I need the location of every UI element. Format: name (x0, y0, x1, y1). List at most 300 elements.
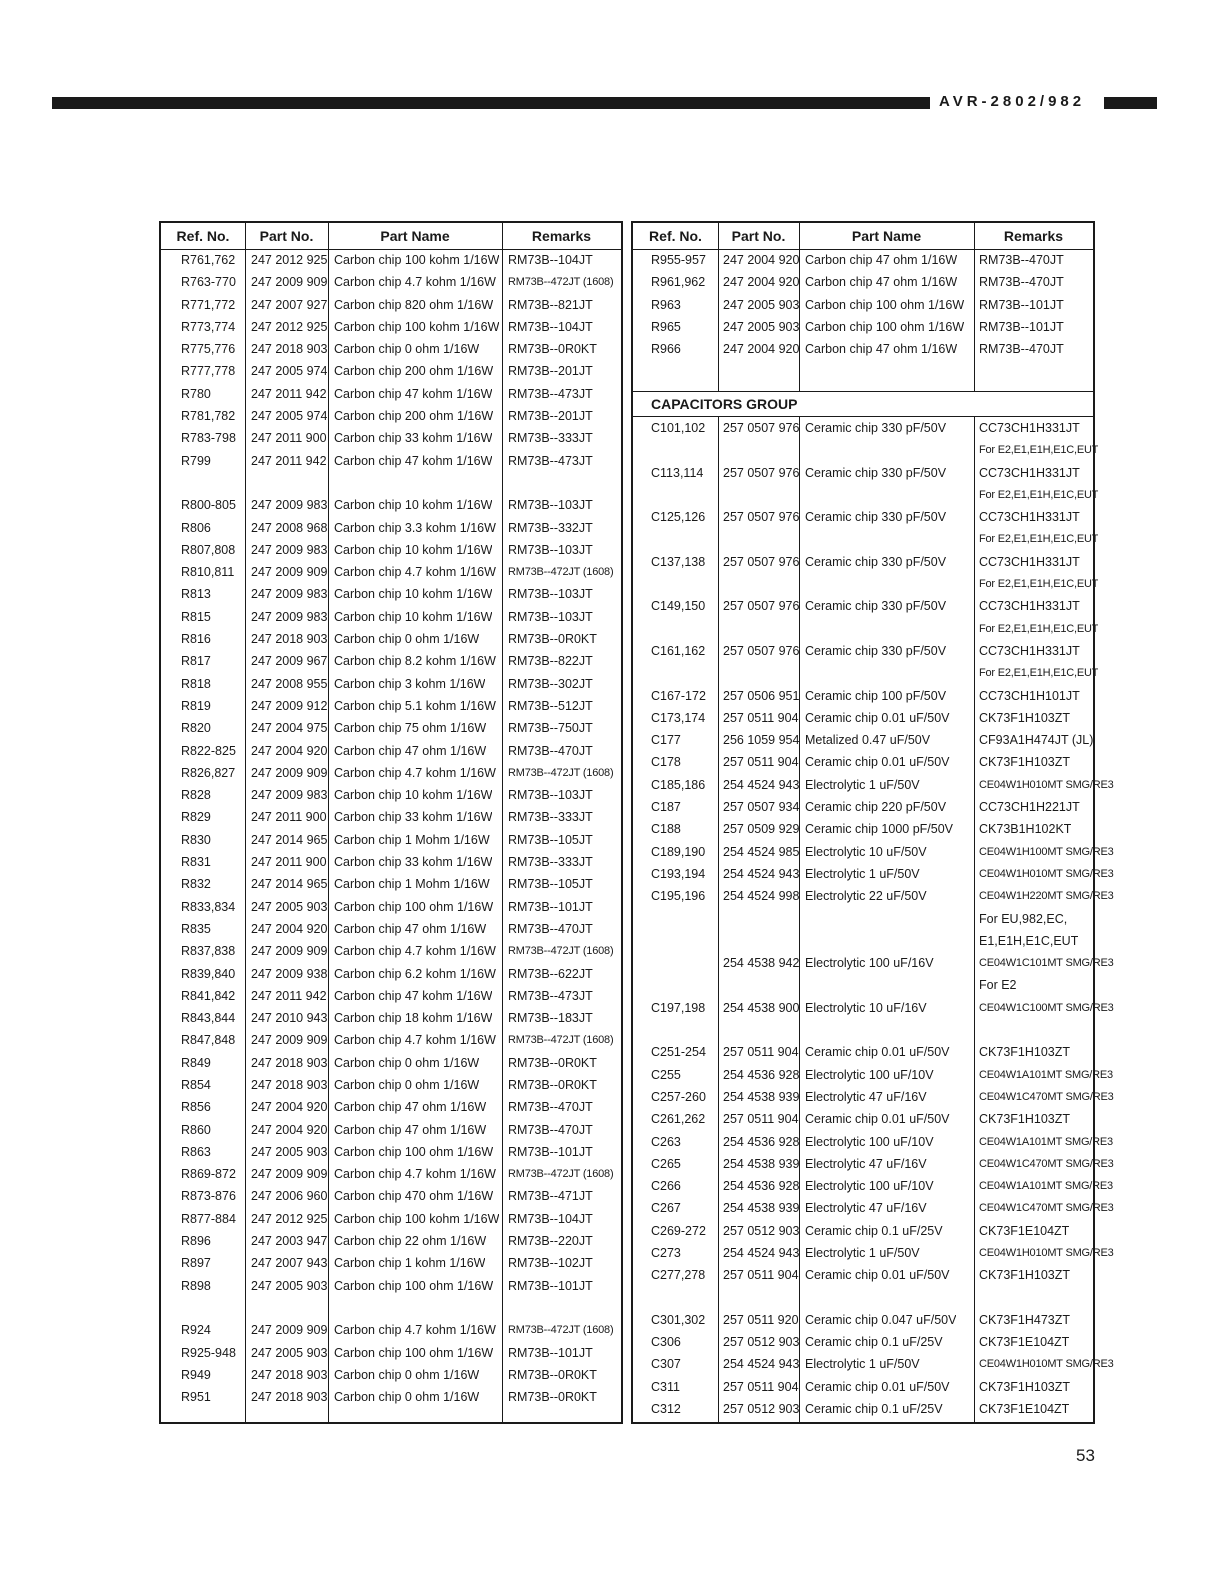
part-no-cell: 247 2005 903 (251, 1345, 328, 1360)
table-row (161, 517, 621, 539)
table-row (633, 818, 1093, 840)
ref-no-cell: R839,840 (181, 966, 236, 981)
remarks-cell: RM73B--473JT (508, 988, 593, 1003)
ref-no-cell: C161,162 (651, 643, 706, 658)
table-row (161, 1141, 621, 1163)
remarks-cell: CE04W1A101MT SMG/RE3 (979, 1180, 1113, 1193)
remarks-cell: RM73B--470JT (979, 253, 1064, 267)
remarks-cell: RM73B--0R0KT (508, 1077, 597, 1092)
part-name-cell: Carbon chip 820 ohm 1/16W (334, 297, 494, 312)
part-name-cell: Carbon chip 10 kohm 1/16W (334, 498, 493, 513)
remarks-cell: CK73F1H473ZT (979, 1312, 1071, 1327)
table-row (161, 338, 621, 360)
ref-no-cell: R955-957 (651, 253, 706, 267)
ref-no-cell: R833,834 (181, 899, 236, 914)
ref-no-cell: C301,302 (651, 1312, 706, 1327)
ref-no-cell: R783-798 (181, 431, 236, 446)
part-no-cell: 247 2018 903 (251, 632, 328, 647)
table-row (161, 1185, 621, 1207)
table-row (633, 1287, 1093, 1309)
table-row (633, 1220, 1093, 1242)
ref-no-cell: R773,774 (181, 319, 236, 334)
table-row (161, 940, 621, 962)
part-name-cell: Carbon chip 4.7 kohm 1/16W (334, 944, 496, 959)
table-row (633, 796, 1093, 818)
table-row (161, 316, 621, 338)
part-no-cell: 247 2008 968 (251, 520, 328, 535)
part-name-cell: Carbon chip 18 kohm 1/16W (334, 1011, 493, 1026)
table-row (161, 985, 621, 1007)
ref-no-cell: C311 (651, 1379, 680, 1394)
ref-no-cell: R854 (181, 1077, 211, 1092)
remarks-cell: RM73B--471JT (508, 1189, 593, 1204)
part-no-cell: 247 2014 965 (251, 832, 328, 847)
part-no-cell: 257 0507 976 (723, 421, 800, 435)
table-row (161, 806, 621, 828)
remarks-cell: CE04W1H100MT SMG/RE3 (979, 845, 1114, 858)
remarks-cell: CE04W1H010MT SMG/RE3 (979, 1246, 1114, 1259)
part-no-cell: 247 2012 925 (251, 319, 328, 334)
part-no-cell: 247 2009 983 (251, 498, 328, 513)
ref-no-cell: R799 (181, 453, 211, 468)
part-name-cell: Carbon chip 470 ohm 1/16W (334, 1189, 494, 1204)
table-row (161, 1052, 621, 1074)
table-row (161, 673, 621, 695)
part-name-cell: Carbon chip 100 ohm 1/16W (334, 899, 494, 914)
ref-no-cell: C173,174 (651, 710, 706, 725)
ref-no-cell: C251-254 (651, 1045, 706, 1060)
table-row (161, 1208, 621, 1230)
part-name-cell: Carbon chip 4.7 kohm 1/16W (334, 565, 496, 580)
remarks-cell: CK73F1H103ZT (979, 1379, 1071, 1394)
group-label: CAPACITORS GROUP (651, 396, 798, 412)
remarks-cell: RM73B--101JT (508, 1345, 593, 1360)
header-remarks: Remarks (531, 228, 592, 244)
part-name-cell: Ceramic chip 0.01 uF/50V (805, 1112, 950, 1127)
part-name-cell: Carbon chip 5.1 kohm 1/16W (334, 698, 496, 713)
part-name-cell: Carbon chip 0 ohm 1/16W (334, 1077, 480, 1092)
remarks-cell: CE04W1A101MT SMG/RE3 (979, 1135, 1113, 1148)
table-row (161, 762, 621, 784)
part-no-cell: 247 2011 900 (251, 431, 327, 446)
part-no-cell: 254 4538 900 (723, 1000, 800, 1015)
remarks-cell: RM73B--101JT (979, 319, 1064, 334)
table-row (161, 494, 621, 516)
part-no-cell: 247 2009 909 (251, 1167, 328, 1182)
table-row (161, 1386, 621, 1408)
part-no-cell: 247 2018 903 (251, 1077, 328, 1092)
table-row (633, 1041, 1093, 1063)
table-row (161, 1007, 621, 1029)
ref-no-cell: R897 (181, 1256, 211, 1271)
remarks-cell: RM73B--332JT (508, 520, 593, 535)
ref-no-cell: R832 (181, 877, 211, 892)
part-name-cell: Carbon chip 22 ohm 1/16W (334, 1234, 487, 1249)
part-name-cell: Carbon chip 47 ohm 1/16W (805, 253, 958, 267)
ref-no-cell: R835 (181, 921, 211, 936)
remarks-cell: RM73B--472JT (1608) (508, 1034, 614, 1047)
remarks-cell: For E2,E1,E1H,E1C,EUT (979, 578, 1099, 591)
table-row (161, 1252, 621, 1274)
part-no-cell: 247 2010 943 (251, 1011, 328, 1026)
table-row (633, 908, 1093, 930)
part-no-cell: 257 0509 929 (723, 822, 800, 837)
table-row (633, 462, 1093, 484)
part-no-cell: 247 2005 974 (251, 409, 328, 424)
part-no-cell: 247 2005 903 (251, 1144, 328, 1159)
part-name-cell: Electrolytic 47 uF/16V (805, 1156, 927, 1171)
ref-no-cell: R826,827 (181, 765, 236, 780)
remarks-cell: CK73F1E104ZT (979, 1223, 1070, 1238)
ref-no-cell: C261,262 (651, 1112, 706, 1127)
remarks-cell: RM73B--103JT (508, 609, 593, 624)
part-name-cell: Electrolytic 47 uF/16V (805, 1089, 927, 1104)
part-no-cell: 247 2009 909 (251, 944, 328, 959)
part-no-cell: 247 2004 975 (251, 721, 328, 736)
table-row (633, 1197, 1114, 1219)
part-no-cell: 254 4538 939 (723, 1156, 800, 1171)
right-rows-capacitors (633, 417, 1114, 1420)
ref-no-cell: C312 (651, 1402, 681, 1417)
remarks-cell: RM73B--472JT (1608) (508, 1324, 614, 1337)
part-no-cell: 247 2004 920 (723, 275, 800, 290)
remarks-cell: RM73B--473JT (508, 386, 593, 401)
ref-no-cell: C307 (651, 1357, 681, 1372)
table-row (161, 873, 621, 895)
part-no-cell: 247 2004 920 (723, 342, 800, 357)
part-name-cell: Carbon chip 200 ohm 1/16W (334, 364, 494, 379)
part-name-cell: Carbon chip 10 kohm 1/16W (334, 587, 493, 602)
table-row (161, 539, 621, 561)
ref-no-cell: R761,762 (181, 253, 236, 267)
ref-no-cell: R966 (651, 342, 681, 357)
remarks-cell: CE04W1C101MT SMG/RE3 (979, 957, 1114, 970)
part-no-cell: 247 2009 909 (251, 1323, 328, 1338)
remarks-cell: RM73B--101JT (508, 1144, 593, 1159)
part-name-cell: Ceramic chip 0.1 uF/25V (805, 1335, 943, 1350)
table-row (161, 963, 621, 985)
part-name-cell: Carbon chip 4.7 kohm 1/16W (334, 1033, 496, 1048)
part-no-cell: 247 2009 909 (251, 565, 328, 580)
part-no-cell: 254 4524 985 (723, 844, 800, 859)
part-name-cell: Carbon chip 47 kohm 1/16W (334, 453, 493, 468)
part-name-cell: Carbon chip 0 ohm 1/16W (334, 1390, 480, 1405)
remarks-cell: CK73F1H103ZT (979, 755, 1071, 770)
ref-no-cell: C101,102 (651, 421, 706, 435)
part-name-cell: Carbon chip 10 kohm 1/16W (334, 542, 493, 557)
part-name-cell: Carbon chip 1 Mohm 1/16W (334, 877, 490, 892)
ref-no-cell: C125,126 (651, 510, 706, 525)
part-no-cell: 247 2004 920 (251, 1100, 328, 1115)
part-no-cell: 257 0506 951 (723, 688, 800, 703)
ref-no-cell: R819 (181, 698, 211, 713)
part-no-cell: 257 0511 904 (723, 1045, 799, 1060)
part-name-cell: Electrolytic 22 uF/50V (805, 889, 927, 904)
remarks-cell: RM73B--103JT (508, 788, 593, 803)
header-rule-left (52, 97, 930, 109)
remarks-cell: RM73B--822JT (508, 654, 593, 669)
part-name-cell: Ceramic chip 0.01 uF/50V (805, 1045, 950, 1060)
ref-no-cell: R763-770 (181, 275, 236, 290)
part-no-cell: 257 0512 903 (723, 1223, 800, 1238)
table-row (161, 1119, 621, 1141)
remarks-cell: CK73F1E104ZT (979, 1402, 1070, 1417)
remarks-cell: RM73B--472JT (1608) (508, 945, 614, 958)
table-row (161, 472, 621, 494)
part-name-cell: Ceramic chip 0.01 uF/50V (805, 710, 950, 725)
part-no-cell: 247 2011 942 (251, 386, 327, 401)
part-no-cell: 247 2009 909 (251, 765, 328, 780)
parts-table-left (159, 221, 623, 1424)
remarks-cell: CC73CH1H331JT (979, 643, 1080, 658)
ref-no-cell: R873-876 (181, 1189, 236, 1204)
ref-no-cell: R829 (181, 810, 211, 825)
part-no-cell: 247 2018 903 (251, 1367, 328, 1382)
part-no-cell: 254 4538 939 (723, 1201, 800, 1216)
remarks-cell: RM73B--821JT (508, 297, 593, 312)
part-no-cell: 257 0507 976 (723, 554, 800, 569)
table-row (633, 271, 1093, 293)
part-name-cell: Ceramic chip 100 pF/50V (805, 688, 947, 703)
remarks-cell: CK73F1H103ZT (979, 1112, 1071, 1127)
ref-no-cell: C263 (651, 1134, 681, 1149)
remarks-cell: RM73B--470JT (979, 342, 1064, 357)
part-no-cell: 257 0512 903 (723, 1335, 800, 1350)
part-name-cell: Ceramic chip 0.1 uF/25V (805, 1402, 943, 1417)
ref-no-cell: C273 (651, 1245, 681, 1260)
ref-no-cell: C149,150 (651, 599, 706, 614)
remarks-cell: RM73B--183JT (508, 1011, 593, 1026)
ref-no-cell: C187 (651, 800, 681, 815)
table-row (633, 751, 1093, 773)
ref-no-cell: R924 (181, 1323, 211, 1338)
part-name-cell: Carbon chip 100 ohm 1/16W (805, 297, 965, 312)
remarks-cell: RM73B--472JT (1608) (508, 766, 614, 779)
remarks-cell: CC73CH1H221JT (979, 800, 1080, 815)
remarks-cell: CE04W1C470MT SMG/RE3 (979, 1202, 1114, 1215)
table-row (633, 1353, 1114, 1375)
part-no-cell: 247 2009 909 (251, 1033, 328, 1048)
ref-no-cell: R949 (181, 1367, 211, 1382)
remarks-cell: CC73CH1H331JT (979, 599, 1080, 614)
remarks-cell: RM73B--104JT (508, 253, 593, 267)
table-row (633, 729, 1093, 751)
part-no-cell: 247 2012 925 (251, 1211, 328, 1226)
table-row (633, 595, 1093, 617)
part-name-cell: Ceramic chip 0.01 uF/50V (805, 755, 950, 770)
ref-no-cell: R777,778 (181, 364, 236, 379)
ref-no-cell: R837,838 (181, 944, 236, 959)
ref-no-cell: C197,198 (651, 1000, 706, 1015)
ref-no-cell: C306 (651, 1335, 681, 1350)
ref-no-cell: R800-805 (181, 498, 236, 513)
part-name-cell: Carbon chip 100 ohm 1/16W (805, 319, 965, 334)
header-ref-no: Ref. No. (649, 228, 702, 244)
part-no-cell: 247 2004 920 (251, 1122, 328, 1137)
remarks-cell: For E2,E1,E1H,E1C,EUT (979, 667, 1099, 680)
part-name-cell: Carbon chip 47 ohm 1/16W (805, 275, 958, 290)
table-row (633, 1108, 1093, 1130)
ref-no-cell: C269-272 (651, 1223, 706, 1238)
part-name-cell: Carbon chip 4.7 kohm 1/16W (334, 765, 496, 780)
table-row (633, 885, 1114, 907)
remarks-cell: RM73B--470JT (508, 743, 593, 758)
ref-no-cell: R806 (181, 520, 211, 535)
table-row (633, 417, 1093, 439)
table-row (633, 484, 1099, 506)
part-name-cell: Electrolytic 1 uF/50V (805, 1245, 920, 1260)
part-no-cell: 256 1059 954 (723, 733, 800, 748)
remarks-cell: CK73F1H103ZT (979, 710, 1071, 725)
part-name-cell: Ceramic chip 330 pF/50V (805, 465, 947, 480)
remarks-cell: RM73B--333JT (508, 810, 593, 825)
part-no-cell: 247 2009 912 (251, 698, 328, 713)
part-no-cell: 247 2018 903 (251, 1055, 328, 1070)
remarks-cell: RM73B--105JT (508, 877, 593, 892)
part-name-cell: Carbon chip 0 ohm 1/16W (334, 632, 480, 647)
part-no-cell: 247 2009 909 (251, 275, 328, 290)
table-row (161, 1342, 621, 1364)
ref-no-cell: R896 (181, 1234, 211, 1249)
table-row (161, 1230, 621, 1252)
table-row (161, 1297, 621, 1319)
part-name-cell: Ceramic chip 330 pF/50V (805, 554, 947, 569)
part-name-cell: Ceramic chip 0.01 uF/50V (805, 1268, 950, 1283)
table-row (633, 1398, 1093, 1420)
part-no-cell: 247 2007 943 (251, 1256, 328, 1271)
remarks-cell: RM73B--512JT (508, 698, 593, 713)
model-title: AVR-2802/982 (939, 93, 1086, 110)
header-rule-right (1104, 97, 1157, 109)
part-name-cell: Carbon chip 1 Mohm 1/16W (334, 832, 490, 847)
remarks-cell: RM73B--102JT (508, 1256, 593, 1271)
table-row (633, 294, 1093, 316)
part-no-cell: 247 2008 955 (251, 676, 328, 691)
remarks-cell: CE04W1H010MT SMG/RE3 (979, 778, 1114, 791)
ref-no-cell: C185,186 (651, 777, 706, 792)
table-row (633, 439, 1099, 461)
remarks-cell: E1,E1H,E1C,EUT (979, 933, 1079, 948)
table-row (161, 427, 621, 449)
remarks-cell: RM73B--472JT (1608) (508, 566, 614, 579)
part-name-cell: Ceramic chip 1000 pF/50V (805, 822, 953, 837)
part-name-cell: Electrolytic 100 uF/16V (805, 956, 934, 971)
remarks-cell: RM73B--470JT (508, 1122, 593, 1137)
part-name-cell: Electrolytic 1 uF/50V (805, 1357, 920, 1372)
table-row (161, 249, 621, 271)
ref-no-cell: R775,776 (181, 342, 236, 357)
part-name-cell: Carbon chip 33 kohm 1/16W (334, 431, 493, 446)
part-name-cell: Ceramic chip 0.047 uF/50V (805, 1312, 957, 1327)
ref-no-cell: R863 (181, 1144, 211, 1159)
table-row (633, 930, 1093, 952)
part-name-cell: Carbon chip 0 ohm 1/16W (334, 1055, 480, 1070)
table-row (633, 997, 1114, 1019)
table-header (161, 223, 621, 250)
table-row (161, 1074, 621, 1096)
part-no-cell: 254 4536 928 (723, 1067, 800, 1082)
ref-no-cell: R831 (181, 855, 211, 870)
table-row (161, 896, 621, 918)
part-no-cell: 257 0511 904 (723, 1112, 799, 1127)
part-no-cell: 247 2005 903 (723, 319, 800, 334)
table-row (633, 1242, 1114, 1264)
table-row (161, 717, 621, 739)
part-no-cell: 257 0511 904 (723, 755, 799, 770)
part-name-cell: Carbon chip 4.7 kohm 1/16W (334, 1167, 496, 1182)
table-row (633, 863, 1114, 885)
remarks-cell: For E2,E1,E1H,E1C,EUT (979, 622, 1099, 635)
part-no-cell: 257 0507 976 (723, 599, 800, 614)
part-no-cell: 254 4536 928 (723, 1179, 800, 1194)
remarks-cell: RM73B--470JT (508, 1100, 593, 1115)
part-no-cell: 254 4524 943 (723, 777, 800, 792)
remarks-cell: For E2,E1,E1H,E1C,EUT (979, 488, 1099, 501)
remarks-cell: CE04W1H220MT SMG/RE3 (979, 890, 1114, 903)
table-row (633, 1309, 1093, 1331)
ref-no-cell: R925-948 (181, 1345, 236, 1360)
ref-no-cell: C189,190 (651, 844, 706, 859)
remarks-cell: CE04W1H010MT SMG/RE3 (979, 1358, 1114, 1371)
table-row (161, 784, 621, 806)
part-no-cell: 254 4524 943 (723, 1245, 800, 1260)
part-no-cell: 257 0507 976 (723, 465, 800, 480)
part-no-cell: 247 2009 967 (251, 654, 328, 669)
remarks-cell: RM73B--0R0KT (508, 1055, 597, 1070)
remarks-cell: RM73B--101JT (508, 1278, 593, 1293)
ref-no-cell: R816 (181, 632, 211, 647)
table-row (633, 618, 1099, 640)
part-no-cell: 247 2004 920 (251, 921, 328, 936)
table-row (633, 952, 1114, 974)
part-name-cell: Carbon chip 47 ohm 1/16W (334, 743, 487, 758)
part-no-cell: 247 2005 903 (723, 297, 800, 312)
header-ref-no: Ref. No. (176, 228, 230, 244)
part-name-cell: Carbon chip 200 ohm 1/16W (334, 409, 494, 424)
remarks-cell: RM73B--473JT (508, 453, 593, 468)
part-name-cell: Carbon chip 10 kohm 1/16W (334, 788, 493, 803)
table-row (161, 851, 621, 873)
table-row (161, 1163, 621, 1185)
part-name-cell: Carbon chip 4.7 kohm 1/16W (334, 1323, 496, 1338)
table-row (633, 551, 1093, 573)
part-no-cell: 247 2018 903 (251, 1390, 328, 1405)
ref-no-cell: R898 (181, 1278, 211, 1293)
ref-no-cell: R849 (181, 1055, 211, 1070)
ref-no-cell: C277,278 (651, 1268, 706, 1283)
part-name-cell: Ceramic chip 220 pF/50V (805, 800, 947, 815)
table-row (633, 316, 1093, 338)
part-no-cell: 247 2011 942 (251, 988, 327, 1003)
table-row (161, 405, 621, 427)
part-no-cell: 247 2003 947 (251, 1234, 328, 1249)
table-row (161, 1029, 621, 1051)
table-row (161, 740, 621, 762)
part-name-cell: Carbon chip 47 kohm 1/16W (334, 988, 493, 1003)
ref-no-cell: C267 (651, 1201, 681, 1216)
remarks-cell: RM73B--0R0KT (508, 632, 597, 647)
table-row (633, 1153, 1114, 1175)
ref-no-cell: R961,962 (651, 275, 706, 290)
remarks-cell: RM73B--472JT (1608) (508, 276, 614, 289)
part-no-cell: 257 0512 903 (723, 1402, 800, 1417)
part-no-cell: 257 0507 934 (723, 800, 800, 815)
table-row (161, 650, 621, 672)
part-name-cell: Carbon chip 0 ohm 1/16W (334, 1367, 480, 1382)
remarks-cell: CC73CH1H331JT (979, 465, 1080, 480)
part-no-cell: 257 0511 904 (723, 710, 799, 725)
ref-no-cell: R807,808 (181, 542, 236, 557)
